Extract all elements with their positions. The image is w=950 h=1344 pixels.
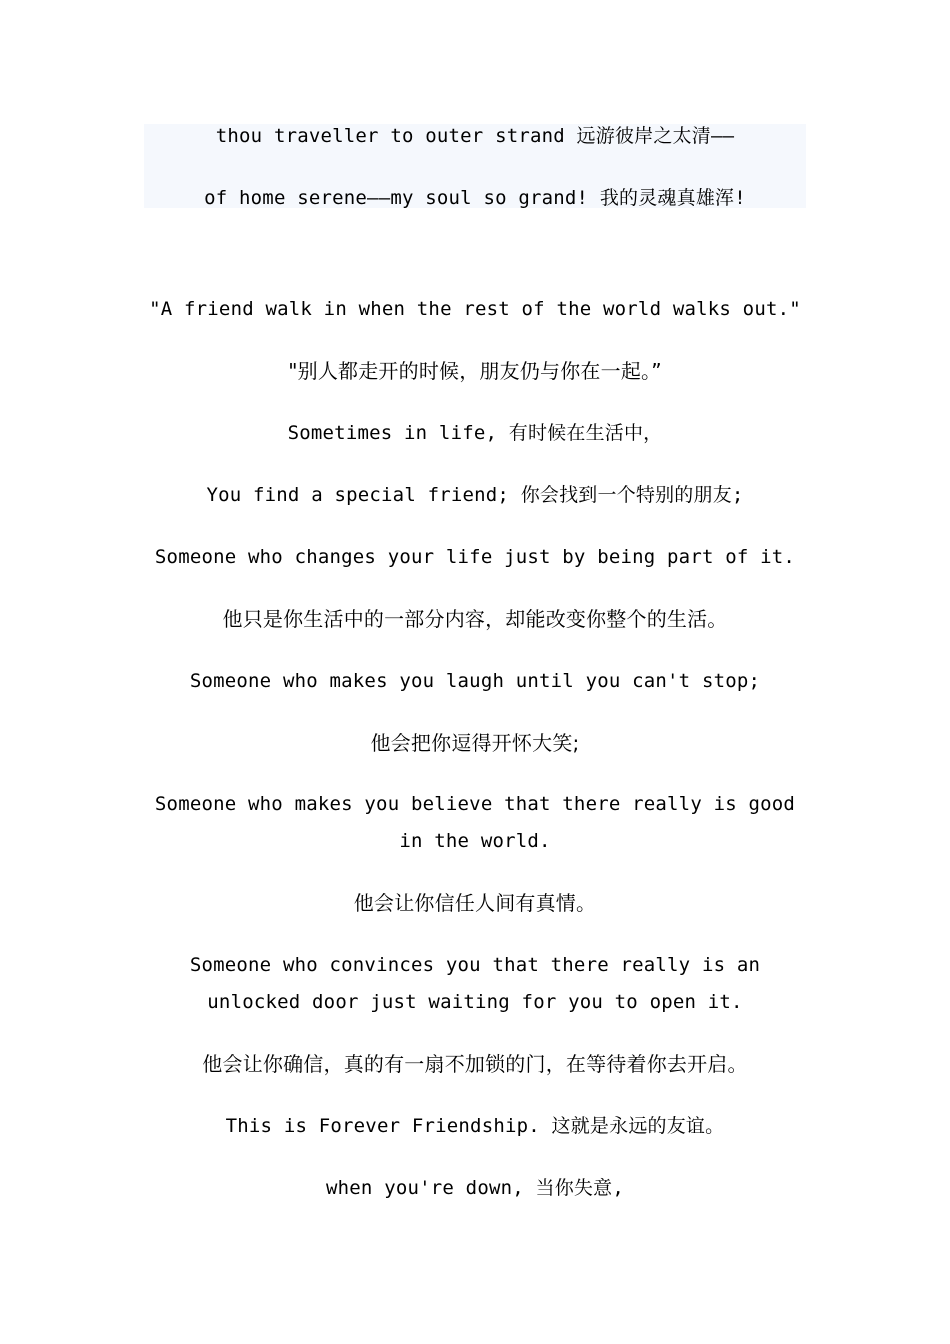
poem-line-1: thou traveller to outer strand 远游彼岸之太清—— <box>215 125 735 147</box>
text-line-changes-life-en: Someone who changes your life just by being part of it. <box>154 546 796 568</box>
quote-line-zh: "别人都走开的时候，朋友仍与你在一起。” <box>288 359 662 383</box>
text-line-changes-life-zh: 他只是你生活中的一部分内容，却能改变你整个的生活。 <box>222 607 728 631</box>
text-line-believe-zh: 他会让你信任人间有真情。 <box>353 891 597 915</box>
text-line-believe-en: Someone who makes you believe that there really is good in the world. <box>154 793 796 852</box>
text-line-laugh-zh: 他会把你逗得开怀大笑; <box>370 731 580 755</box>
text-line-special-friend: You find a special friend; 你会找到一个特别的朋友; <box>206 484 744 506</box>
text-line-forever-friendship: This is Forever Friendship. 这就是永远的友谊。 <box>225 1115 725 1137</box>
poem-line-2: of home serene——my soul so grand! 我的灵魂真雄浑! <box>204 187 746 209</box>
text-line-when-down: when you're down, 当你失意, <box>326 1177 624 1199</box>
text-line-unlocked-door-zh: 他会让你确信，真的有一扇不加锁的门，在等待着你去开启。 <box>202 1052 748 1076</box>
text-line-unlocked-door-en: Someone who convinces you that there really is an unlocked door just waiting for you to open it. <box>189 954 761 1013</box>
quote-line-en: "A friend walk in when the rest of the world walks out." <box>149 298 801 320</box>
text-line-sometimes: Sometimes in life, 有时候在生活中， <box>287 422 663 444</box>
text-line-laugh-en: Someone who makes you laugh until you can't stop; <box>189 670 761 692</box>
